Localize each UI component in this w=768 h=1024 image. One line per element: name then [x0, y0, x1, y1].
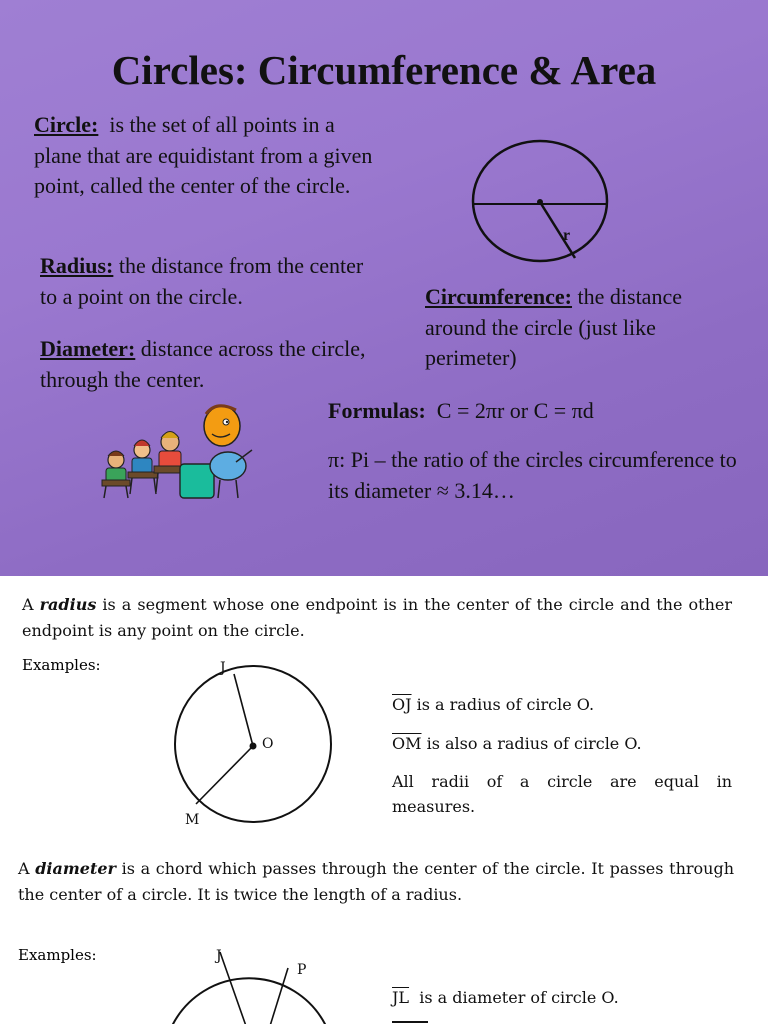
diameter-circle-arc: [172, 978, 326, 1024]
radius-om: [196, 746, 253, 804]
diameter-diagram: [160, 944, 340, 1024]
fact-om: [392, 731, 732, 756]
diameter-line-j: [220, 952, 246, 1024]
diameter-term: Diameter:: [40, 336, 136, 361]
radius-paragraph-text: is a segment whose one endpoint is in the center of the circle and the other endpoint is any point on the circle.: [22, 595, 732, 640]
center-point: [537, 199, 543, 205]
radius-term: Radius:: [40, 253, 114, 278]
next-segment-overline: [392, 1021, 428, 1023]
label-p: P: [297, 962, 307, 978]
circle-definition: [34, 110, 378, 202]
label-m: M: [185, 812, 200, 828]
formulas: [328, 396, 748, 427]
fact-jl-text: is a diameter of circle O.: [409, 988, 619, 1007]
radius-diagram: [168, 656, 343, 834]
fact-oj-text: is a radius of circle O.: [411, 695, 595, 714]
diameter-definition-text: distance across the circle, through the center.: [40, 336, 366, 392]
radius-prefix: A: [22, 595, 40, 614]
diameter-definition: [40, 334, 370, 395]
diameter-prefix: A: [18, 859, 36, 878]
teacher: [180, 406, 252, 498]
radius-doc-term: radius: [39, 595, 97, 614]
segment-om: $\overline{OM}$: [392, 734, 422, 753]
fact-oj: [392, 692, 732, 717]
segment-jl: $\overline{JL}$: [392, 988, 410, 1007]
radius-definition-text: the distance from the center to a point on the circle.: [40, 253, 364, 309]
radius-definition: [40, 251, 370, 312]
circle-term: Circle:: [34, 112, 99, 137]
diameter-doc-term: diameter: [35, 859, 116, 878]
slide-title: Circles: Circumference & Area: [111, 47, 657, 93]
formulas-label: Formulas:: [328, 398, 426, 423]
student-1: [102, 451, 130, 498]
fact-radii-equal: All radii of a circle are equal in measures.: [392, 772, 732, 816]
center-o: [250, 743, 257, 750]
examples-label-2: Examples:: [18, 946, 97, 964]
label-j-2: J: [216, 948, 222, 964]
circumference-term: Circumference:: [425, 284, 573, 309]
diameter-paragraph-text: is a chord which passes through the center of the circle. It passes through the center of a circle. It is twice the length of a radius.: [18, 859, 735, 904]
fact-om-text: is also a radius of circle O.: [421, 734, 642, 753]
students-clipart-icon: [96, 404, 258, 504]
formulas-text: C = 2πr or C = πd: [425, 398, 594, 423]
pi-definition-text: Pi – the ratio of the circles circumference to its diameter ≈ 3.14…: [328, 447, 737, 503]
fact-jl: [392, 985, 732, 1010]
circle-definition-text: is the set of all points in a plane that are equidistant from a given point, called the center of the circle.: [34, 112, 378, 198]
pi-symbol: π:: [328, 447, 346, 472]
diameter-paragraph: [18, 856, 734, 907]
label-o: O: [262, 736, 274, 752]
circumference-definition: [425, 282, 725, 374]
circumference-definition-text: the distance around the circle (just like perimeter): [425, 284, 682, 370]
chord-line-p: [270, 968, 288, 1024]
circle-diagram: [468, 138, 612, 266]
examples-label-1: Examples:: [22, 656, 101, 674]
segment-oj: $\overline{OJ}$: [392, 695, 412, 714]
pi-definition: [328, 445, 748, 506]
label-j: J: [220, 660, 226, 676]
radius-label: r: [563, 227, 571, 244]
radius-paragraph: [22, 592, 732, 643]
radius-oj: [234, 674, 253, 746]
